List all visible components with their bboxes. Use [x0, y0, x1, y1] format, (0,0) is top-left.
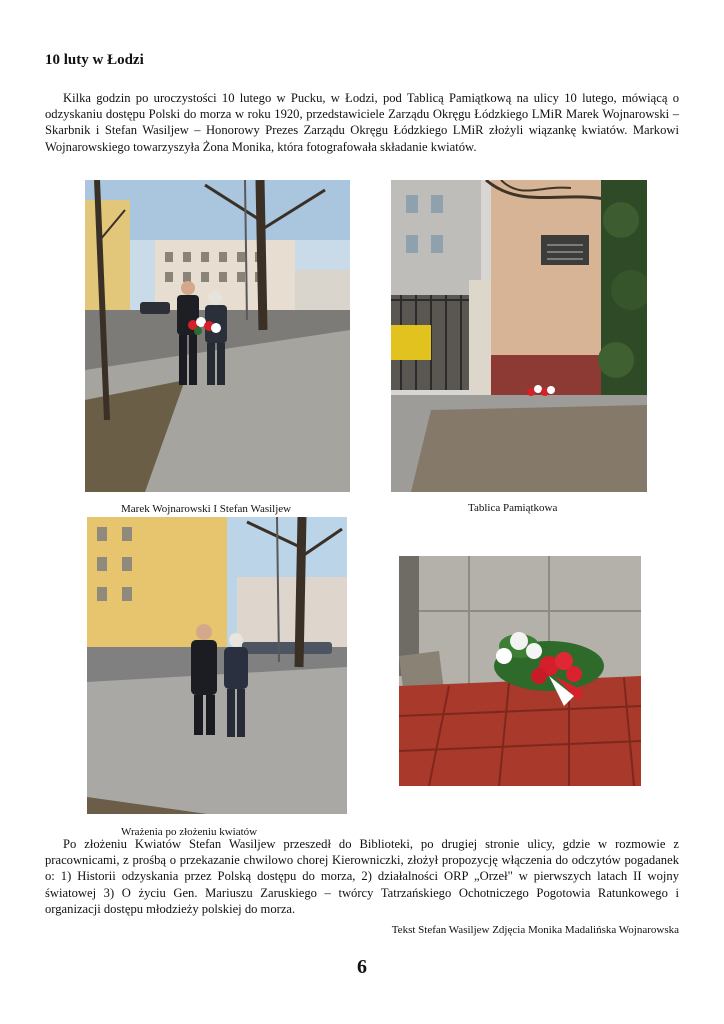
photo-memorial-plaque [391, 180, 647, 492]
page-number: 6 [357, 956, 367, 978]
photo-caption: Marek Wojnarowski I Stefan Wasiljew [121, 503, 292, 515]
photo-men-standing [87, 517, 347, 814]
photo-flowers-at-wall [399, 556, 641, 786]
article-title: 10 luty w Łodzi [45, 52, 144, 68]
credit-line: Tekst Stefan Wasiljew Zdjęcia Monika Madalińska Wojnarowska [391, 924, 679, 936]
body-paragraph: Po złożeniu Kwiatów Stefan Wasiljew przeszedł do Biblioteki, po drugiej stronie ulicy, gdzie w rozmowie z pracownicami, z prośbą o przekazanie chwilowo chorej Kierowniczki, złożył propozycję włączenia do odczytów pogadanek o: 1) Historii odzyskania przez Polską dostępu do morza, 2) działalności ORP „Orzeł" w pierwszych latach II wojny światowej 3) O życiu Gen. Mariuszu Zaruskiego – twórcy Tatrzańskiego Ochotniczego Pogotowia Ratunkowego i organizacji dostępu młodzieży polskiej do morza. [45, 837, 679, 916]
intro-paragraph: Kilka godzin po uroczystości 10 lutego w Pucku, w Łodzi, pod Tablicą Pamiątkową na ulicy 10 lutego, mówiącą o odzyskaniu dostępu Polski do morza w roku 1920, przedstawiciele Zarządu Okręgu Łódzkiego LMiR Marek Wojnarowski – Skarbnik i Stefan Wasiljew – Honorowy Prezes Zarządu Okręgu Łódzkiego LMiR złożyli wiązankę kwiatów. Markowi Wojnarowskiego towarzyszyła Żona Monika, która fotografowała składanie kwiatów. [45, 91, 679, 154]
photo-caption: Wrażenia po złożeniu kwiatów [121, 826, 258, 838]
photo-men-with-flowers [85, 180, 350, 492]
photo-caption: Tablica Pamiątkowa [468, 502, 558, 514]
